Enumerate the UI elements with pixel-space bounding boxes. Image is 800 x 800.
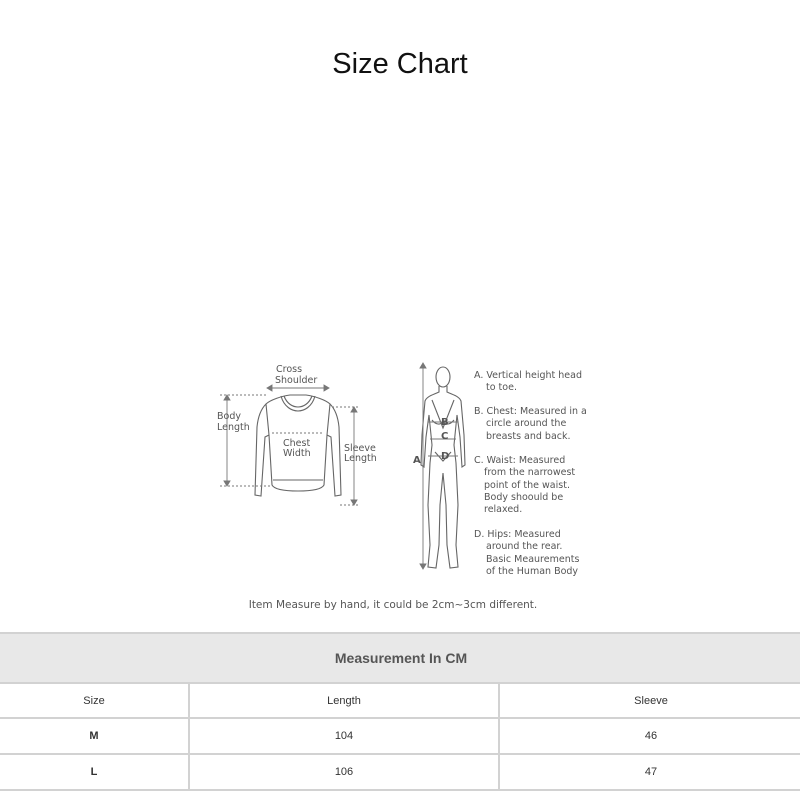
legend-c-1: C. Waist: Measured (474, 455, 566, 466)
legend-c-2: from the narrowest (484, 467, 576, 478)
cross-shoulder-label-1: Cross (276, 364, 303, 375)
sleeve-length-label-2: Length (344, 453, 377, 464)
size-cell: L (0, 754, 189, 790)
sleeve-cell: 47 (499, 754, 800, 790)
header-sleeve: Sleeve (499, 683, 800, 718)
measure-note: Item Measure by hand, it could be 2cm~3cm different. (248, 599, 538, 611)
legend-a-1: A. Vertical height head (474, 370, 582, 381)
legend-d-4: of the Human Body (486, 566, 579, 577)
size-cell: M (0, 718, 189, 754)
length-cell: 106 (189, 754, 499, 790)
legend-c-4: Body shoould be (484, 492, 564, 503)
chest-width-label-1: Chest (283, 438, 311, 449)
human-body-figure (421, 367, 465, 568)
page-title: Size Chart (332, 48, 468, 80)
legend-c-3: point of the waist. (484, 480, 570, 491)
measurement-diagram (0, 355, 800, 625)
legend-d-1: D. Hips: Measured (474, 529, 561, 540)
size-table (0, 632, 800, 791)
table-row (0, 718, 800, 754)
table-caption: Measurement In CM (0, 633, 800, 683)
body-legend (474, 370, 587, 577)
letter-d: D (441, 451, 450, 462)
table-row (0, 754, 800, 790)
table-header-row (0, 683, 800, 718)
garment-labels (217, 364, 377, 464)
legend-b-2: circle around the (486, 418, 567, 429)
header-size: Size (0, 683, 189, 718)
length-cell: 104 (189, 718, 499, 754)
legend-b-3: breasts and back. (486, 431, 571, 442)
letter-c: C (441, 431, 449, 442)
cross-shoulder-label-2: Shoulder (275, 375, 318, 386)
legend-a-2: to toe. (486, 382, 517, 393)
letter-a: A (413, 455, 421, 466)
legend-d-3: Basic Meaurements (486, 554, 580, 565)
table-caption-row (0, 633, 800, 683)
letter-b: B (441, 417, 449, 428)
body-length-label-1: Body (217, 411, 241, 422)
sleeve-cell: 46 (499, 718, 800, 754)
sleeve-length-label-1: Sleeve (344, 443, 376, 454)
legend-d-2: around the rear. (486, 541, 563, 552)
chest-width-label-2: Width (283, 448, 311, 459)
body-length-label-2: Length (217, 422, 250, 433)
legend-b-1: B. Chest: Measured in a (474, 406, 587, 417)
header-length: Length (189, 683, 499, 718)
legend-c-5: relaxed. (484, 504, 523, 515)
